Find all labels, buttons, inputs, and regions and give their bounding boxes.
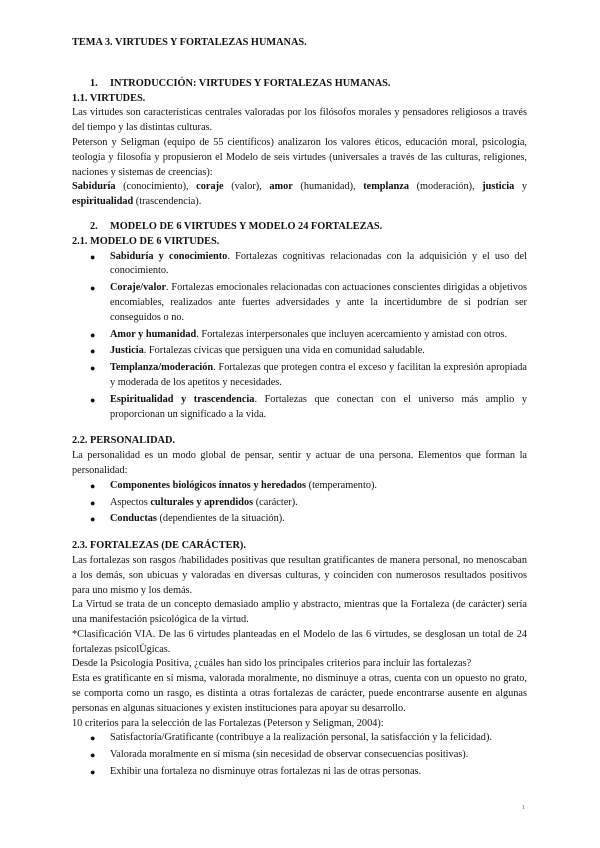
item-text: Satisfactoria/Gratificante (contribuye a la realización personal, la satisfacción y la felicidad). <box>110 732 492 744</box>
bullet-icon: ● <box>90 514 96 525</box>
item-term: Conductas <box>110 513 157 525</box>
section-1-title: INTRODUCCIÓN: VIRTUDES Y FORTALEZAS HUMANAS. <box>110 77 391 89</box>
bullet-icon: ● <box>90 733 96 744</box>
bullet-icon: ● <box>90 394 96 405</box>
item-text: Exhibir una fortaleza no disminuye otras fortalezas ni las de otras personas. <box>110 766 422 778</box>
list-item <box>72 328 527 343</box>
virtue-desc: y <box>514 181 527 193</box>
section-2-number: 2. <box>90 220 98 232</box>
item-text: (carácter). <box>253 496 298 508</box>
virtues-paragraph-1: Las virtudes son características centrales valoradas por los filósofos morales y pensadores religiosos a través del tiempo y las distintas culturas. <box>72 107 527 134</box>
virtue-desc: (conocimiento), <box>115 181 197 193</box>
bullet-icon: ● <box>90 767 96 778</box>
personality-paragraph: La personalidad es un modo global de pensar, sentir y actuar de una persona. Elementos que forman la personalidad: <box>72 450 527 476</box>
item-prefix: Aspectos <box>110 496 151 508</box>
strengths-paragraph-4: Desde la Psicología Positiva, ¿cuáles han sido los principales criterios para incluir las fortalezas? <box>72 658 472 670</box>
list-item <box>72 281 527 325</box>
list-item <box>72 479 527 494</box>
bullet-icon: ● <box>90 480 96 491</box>
virtue-name: amor <box>269 181 293 193</box>
item-text: (temperamento). <box>306 479 377 491</box>
bullet-icon: ● <box>90 283 96 294</box>
list-item <box>72 748 527 763</box>
virtue-name: coraje <box>196 181 224 193</box>
item-term: Templanza/moderación <box>110 362 214 374</box>
section-2-heading <box>72 220 527 235</box>
item-text: . Fortalezas cognitivas relacionadas con la adquisición y el uso del conocimiento. <box>110 250 527 277</box>
virtues-model-list <box>72 250 527 423</box>
page-number: 1 <box>522 805 525 811</box>
item-text: . Fortalezas que conectan con el universo más amplio y proporcionan un significado a la vida. <box>110 393 527 420</box>
strengths-paragraph-1: Las fortalezas son rasgos /habilidades positivas que resultan gratificantes de manera personal, no menoscaban a los demás, son ubicuas y valoradas en diversas culturas, y coinciden con numerosos resultados positivos para uno mismo y los demás. <box>72 554 527 596</box>
bullet-icon: ● <box>90 346 96 357</box>
virtue-name: templanza <box>363 181 409 193</box>
section-1-heading <box>72 77 527 92</box>
virtue-desc: (valor), <box>223 181 270 193</box>
item-text: . Fortalezas interpersonales que incluyen acercamiento y amistad con otros. <box>196 328 508 340</box>
virtue-name: justicia <box>482 181 515 193</box>
bullet-icon: ● <box>90 363 96 374</box>
item-text: . Fortalezas cívicas que persiguen una vida en comunidad saludable. <box>143 345 425 357</box>
document-content <box>72 36 527 782</box>
virtue-desc: (humanidad), <box>292 181 364 193</box>
item-term: Componentes biológicos innatos y heredados <box>110 479 307 491</box>
bullet-icon: ● <box>90 497 96 508</box>
item-text: (dependientes de la situación). <box>156 513 285 525</box>
bullet-icon: ● <box>90 251 96 262</box>
list-item <box>72 361 527 391</box>
criteria-list <box>72 731 527 779</box>
virtues-list-paragraph <box>72 180 527 210</box>
list-item <box>72 512 527 527</box>
list-item <box>72 731 527 746</box>
item-term: Justicia <box>110 345 144 357</box>
item-term: Amor y humanidad <box>110 328 197 340</box>
bullet-icon: ● <box>90 750 96 761</box>
virtue-desc: (moderación), <box>408 181 483 193</box>
virtue-desc: (trascendencia). <box>133 196 202 208</box>
strengths-paragraph-5: Esta es gratificante en sí misma, valorada moralmente, no disminuye a otras, cuenta con un opuesto no grato, se comporta como un rasgo, es distinta a otras fortalezas de carácter, puede encontrarse ausente en algunas personas en algunas situaciones y existen instituciones para apoyar su desarrollo. <box>72 673 527 714</box>
strengths-paragraph-2: La Virtud se trata de un concepto demasiado amplio y abstracto, mientras que la Fortaleza (de carácter) sería una manifestación psicológica de la virtud. <box>72 599 527 626</box>
personality-list <box>72 479 527 527</box>
list-item <box>72 393 527 423</box>
bullet-icon: ● <box>90 329 96 340</box>
item-text: . Fortalezas emocionales relacionadas con actuaciones conscientes dirigidas a objetivos encomiables, realizados ante fuertes adversidades y ante la incertidumbre de si podrían ser conseguidos o no. <box>110 282 527 323</box>
list-item <box>72 250 527 280</box>
item-text: Valorada moralmente en sí misma (sin necesidad de observar consecuencias positivas). <box>110 749 469 761</box>
virtue-name: espiritualidad <box>72 196 134 208</box>
item-term: Espiritualidad y trascendencia <box>110 393 255 405</box>
item-text: . Fortalezas que protegen contra el exceso y facilitan la expresión apropiada y moderada de los apetitos y necesidades. <box>110 362 527 388</box>
section-2-title: MODELO DE 6 VIRTUDES Y MODELO 24 FORTALEZAS. <box>110 220 383 232</box>
item-term: Sabiduría y conocimiento <box>110 250 228 262</box>
virtues-paragraph-2: Peterson y Seligman (equipo de 55 científicos) analizaron los valores éticos, educación moral, psicología, teología y filosofía y propusieron el Modelo de seis virtudes (universales a través de las culturas, religiones, naciones y sistemas de creencias): <box>72 136 527 178</box>
virtue-name: Sabiduría <box>72 181 116 193</box>
section-1-number: 1. <box>90 77 98 89</box>
strengths-paragraph-6: 10 criterios para la selección de las Fortalezas (Peterson y Seligman, 2004): <box>72 717 384 729</box>
subsection-2-3-heading: 2.3. FORTALEZAS (DE CARÁCTER). <box>72 540 246 552</box>
subsection-1-1-heading: 1.1. VIRTUDES. <box>72 92 146 104</box>
list-item <box>72 344 527 359</box>
list-item <box>72 765 527 780</box>
item-term: culturales y aprendidos <box>150 496 254 508</box>
list-item <box>72 496 527 511</box>
document-title: TEMA 3. VIRTUDES Y FORTALEZAS HUMANAS. <box>72 37 307 48</box>
strengths-paragraph-3: *Clasificación VIA. De las 6 virtudes planteadas en el Modelo de las 6 virtudes, se desglosan un total de 24 fortalezas psicolÜgicas. <box>72 628 527 655</box>
subsection-2-1-heading: 2.1. MODELO DE 6 VIRTUDES. <box>72 235 220 247</box>
subsection-2-2-heading: 2.2. PERSONALIDAD. <box>72 435 175 447</box>
item-term: Coraje/valor <box>110 282 167 294</box>
